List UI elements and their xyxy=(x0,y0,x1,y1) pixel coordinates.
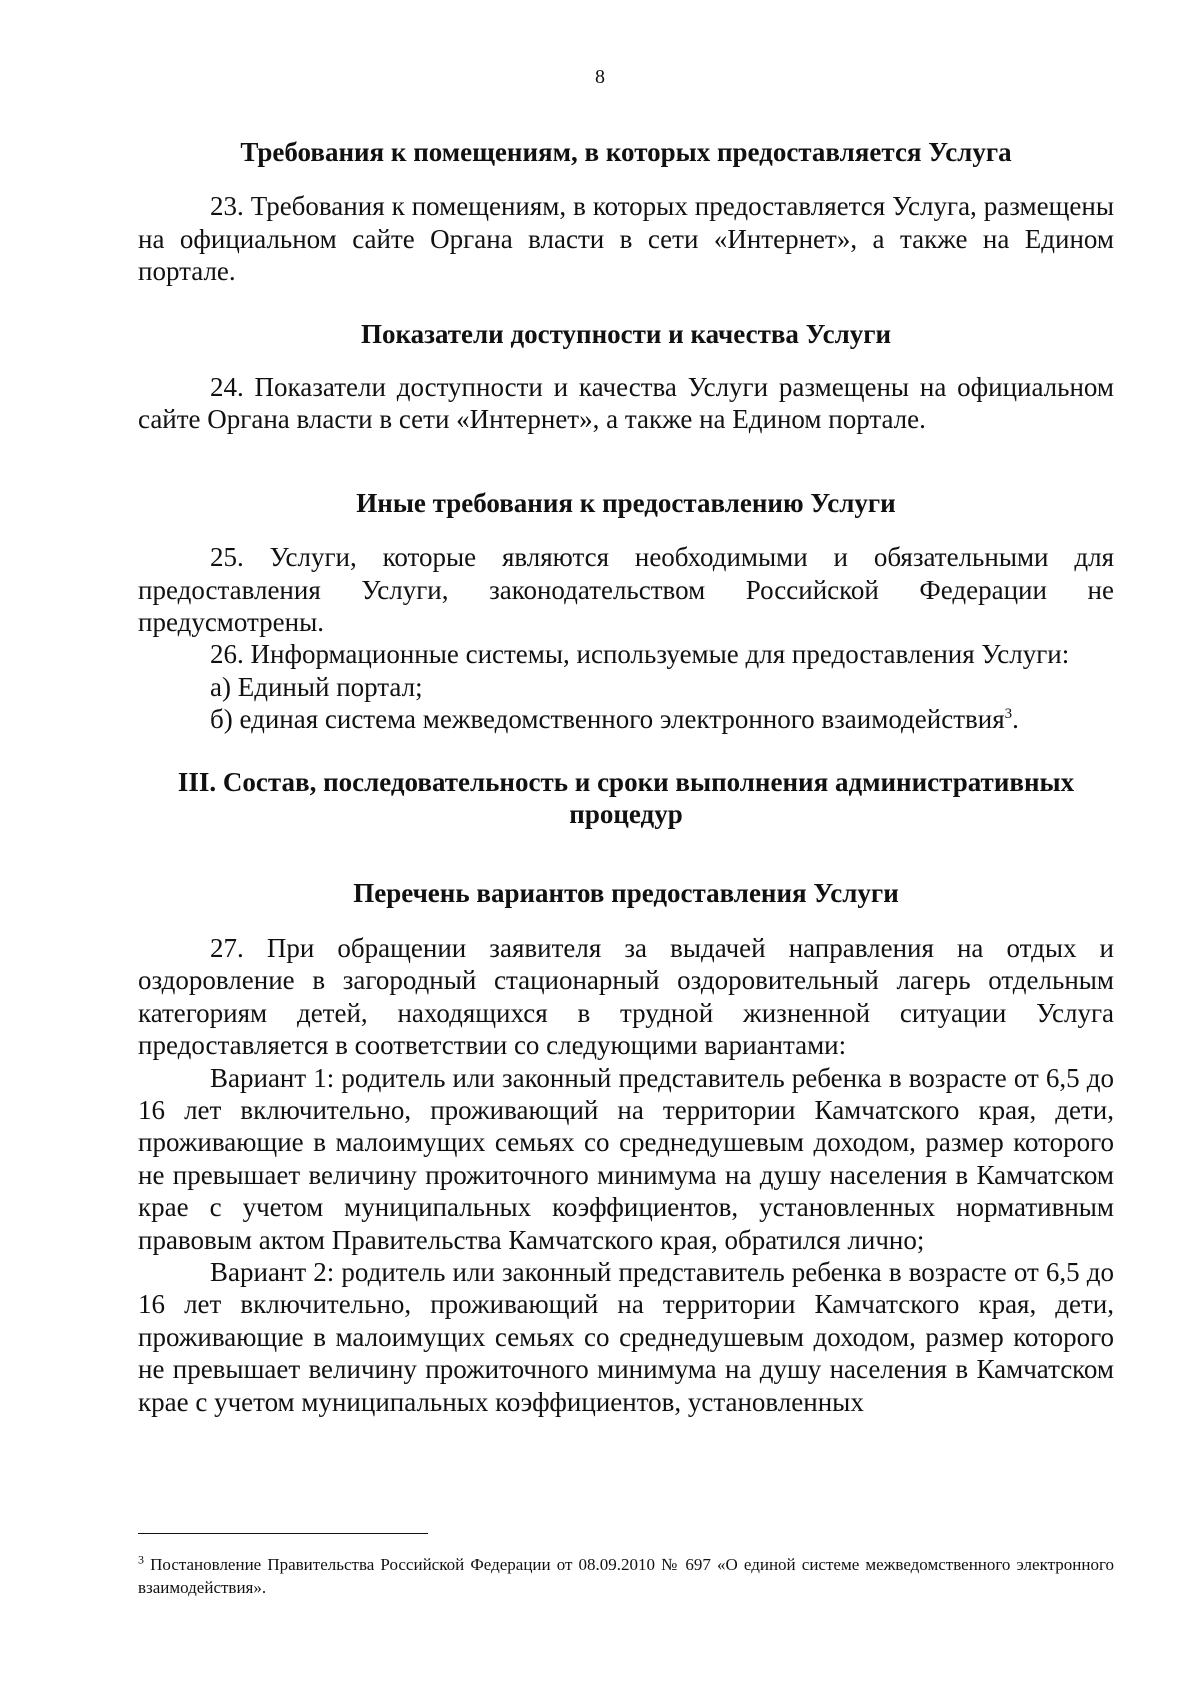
footnote-reference: 3 xyxy=(1004,706,1013,723)
paragraph-26-item-b-end: . xyxy=(1012,704,1019,735)
paragraph-25: 25. Услуги, которые являются необходимыми и обязательными для предоставления Услуги, законодательством Российской Федерации не предусмотрены. xyxy=(138,542,1114,638)
section-heading-indicators: Показатели доступности и качества Услуги xyxy=(360,318,892,349)
footnote-text: Постановление Правительства Российской Федерации от 08.09.2010 № 697 «О единой системе межведомственного электронного взаимодействия». xyxy=(138,1555,1114,1597)
page-number: 8 xyxy=(595,66,605,88)
document-body xyxy=(138,136,1114,1418)
paragraph-26-item-a: а) Единый портал; xyxy=(210,671,423,702)
paragraph-24: 24. Показатели доступности и качества Услуги размещены на официальном сайте Органа власти в сети «Интернет», а также на Едином портале. xyxy=(138,372,1114,435)
footnote-marker: 3 xyxy=(138,1552,144,1567)
section-heading-variants: Перечень вариантов предоставления Услуги xyxy=(353,877,899,908)
paragraph-26: 26. Информационные системы, используемые для предоставления Услуги: xyxy=(210,639,1070,670)
paragraph-23: 23. Требования к помещениям, в которых предоставляется Услуга, размещены на официальном сайте Органа власти в сети «Интернет», а также на Едином портале. xyxy=(138,191,1114,287)
section-heading-other-requirements: Иные требования к предоставлению Услуги xyxy=(356,487,896,518)
paragraph-26-item-b xyxy=(138,703,1114,735)
variant-2: Вариант 2: родитель или законный представитель ребенка в возрасте от 6,5 до 16 лет включительно, проживающий на территории Камчатского края, дети, проживающие в малоимущих семьях со среднедушевым доходом, размер которого не превышает величину прожиточного минимума на душу населения в Камчатском крае с учетом муниципальных коэффициентов, установленных xyxy=(138,1256,1114,1417)
variant-1: Вариант 1: родитель или законный представитель ребенка в возрасте от 6,5 до 16 лет включительно, проживающий на территории Камчатского края, дети, проживающие в малоимущих семьях со среднедушевым доходом, размер которого не превышает величину прожиточного минимума на душу населения в Камчатском крае с учетом муниципальных коэффициентов, установленных нормативным правовым актом Правительства Камчатского края, обратился лично; xyxy=(138,1062,1114,1255)
footnote xyxy=(138,1553,1114,1599)
paragraph-27: 27. При обращении заявителя за выдачей направления на отдых и оздоровление в загородный стационарный оздоровительный лагерь отдельным категориям детей, находящихся в трудной жизненной ситуации Услуга предоставляется в соответствии со следующими вариантами: xyxy=(138,932,1114,1061)
footnote-separator xyxy=(138,1533,428,1534)
section-heading-premises: Требования к помещениям, в которых предоставляется Услуга xyxy=(240,137,1012,167)
chapter-heading-3: III. Состав, последовательность и сроки выполнения административных процедур xyxy=(177,766,1075,830)
paragraph-26-item-b-text: б) единая система межведомственного электронного взаимодействия xyxy=(210,704,1005,735)
